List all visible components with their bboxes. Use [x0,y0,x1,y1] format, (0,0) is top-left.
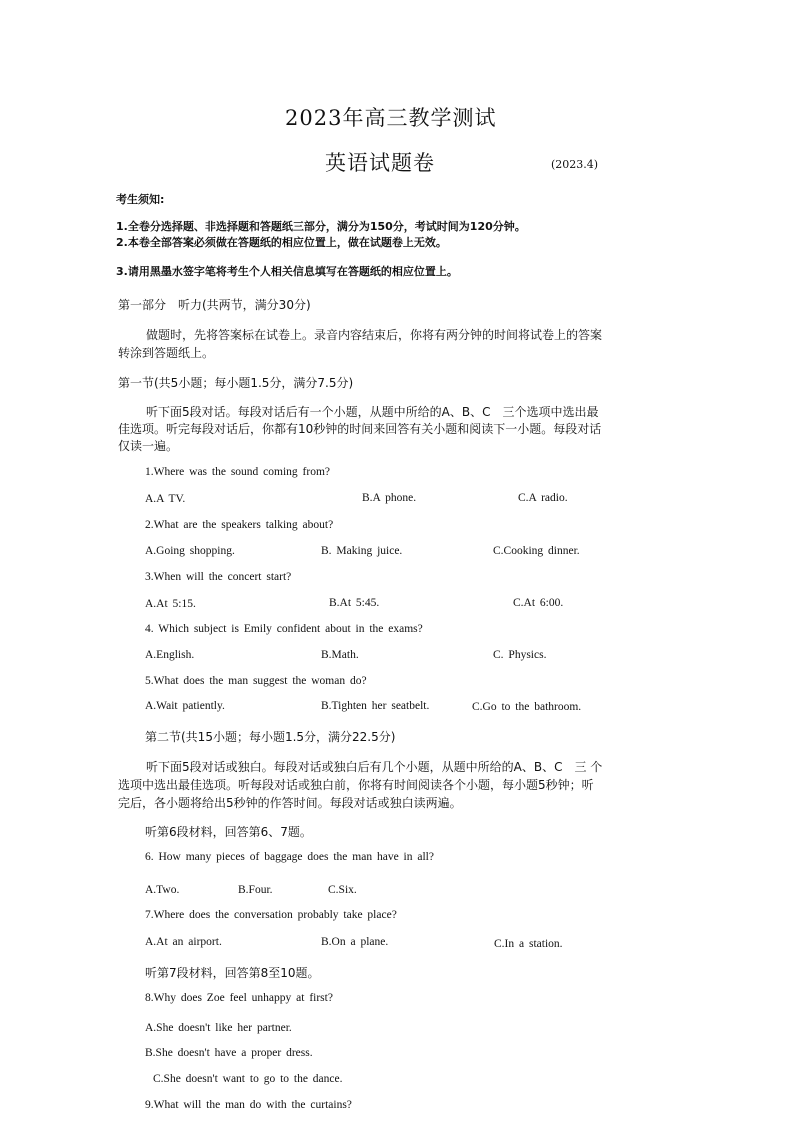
question-2: 2.What are the speakers talking about? [145,519,334,531]
material-7-heading: 听第7段材料，回答第8至10题。 [145,966,320,980]
question-9: 9.What will the man do with the curtains? [145,1099,352,1111]
option-b: B.On a plane. [321,936,389,948]
notice-item: 3.请用黑墨水签字笔将考生个人相关信息填写在答题纸的相应位置上。 [116,265,458,278]
page-subtitle: 英语试题卷 [325,151,435,175]
notice-label: 考生须知: [116,193,165,206]
option-b: B.She doesn't have a proper dress. [145,1047,313,1059]
question-3: 3.When will the concert start? [145,571,292,583]
option-b: B.Math. [321,649,359,661]
option-a: A.At 5:15. [145,598,196,610]
question-8: 8.Why does Zoe feel unhappy at first? [145,992,333,1004]
option-c: C.In a station. [494,938,563,950]
part1-instruction-line: 转涂到答题纸上。 [118,346,215,360]
question-4: 4. Which subject is Emily confident about in the exams? [145,623,423,635]
section1-instruction-line: 听下面5段对话。每段对话后有一个小题，从题中所给的A、B、C 三个选项中选出最 [146,405,599,419]
question-1: 1.Where was the sound coming from? [145,466,331,478]
option-b: B.At 5:45. [329,597,380,609]
option-a: A.Two. [145,884,180,896]
option-a: A.Going shopping. [145,545,235,557]
exam-date: (2023.4) [551,158,599,171]
notice-item: 1.全卷分选择题、非选择题和答题纸三部分，满分为150分，考试时间为120分钟。 [116,220,526,233]
option-a: A.Wait patiently. [145,700,225,712]
option-c: C. Physics. [493,649,547,661]
section1-heading: 第一节(共5小题；每小题1.5分，满分7.5分) [118,376,354,390]
option-b: B.Four. [238,884,273,896]
part1-instruction-line: 做题时，先将答案标在试卷上。录音内容结束后，你将有两分钟的时间将试卷上的答案 [146,328,603,342]
option-c: C.Cooking dinner. [493,545,580,557]
option-c: C.A radio. [518,492,568,504]
section2-instruction-line: 听下面5段对话或独白。每段对话或独白后有几个小题，从题中所给的A、B、C 三 个 [146,760,603,774]
section2-heading: 第二节(共15小题；每小题1.5分，满分22.5分) [145,730,396,744]
section2-instruction-line: 选项中选出最佳选项。听每段对话或独白前，你将有时间阅读各个小题，每小题5秒钟；听 [118,778,594,792]
material-6-heading: 听第6段材料，回答第6、7题。 [145,825,312,839]
option-a: A.English. [145,649,195,661]
section1-instruction-line: 佳选项。听完每段对话后，你都有10秒钟的时间来回答有关小题和阅读下一小题。每段对话 [118,422,602,436]
page-title: 2023年高三教学测试 [285,106,497,130]
question-6: 6. How many pieces of baggage does the man have in all? [145,851,434,863]
option-a: A.She doesn't like her partner. [145,1022,292,1034]
option-a: A.A TV. [145,493,186,505]
option-a: A.At an airport. [145,936,222,948]
option-c: C.Go to the bathroom. [472,701,582,713]
option-c: C.At 6:00. [513,597,564,609]
option-c: C.She doesn't want to go to the dance. [153,1073,343,1085]
question-5: 5.What does the man suggest the woman do? [145,675,367,687]
option-b: B. Making juice. [321,545,403,557]
part1-heading: 第一部分 听力(共两节，满分30分) [118,298,311,312]
option-b: B.A phone. [362,492,417,504]
section1-instruction-line: 仅读一遍。 [118,439,179,453]
section2-instruction-line: 完后，各小题将给出5秒钟的作答时间。每段对话或独白读两遍。 [118,796,462,810]
notice-item: 2.本卷全部答案必须做在答题纸的相应位置上，做在试题卷上无效。 [116,236,447,249]
option-c: C.Six. [328,884,357,896]
option-b: B.Tighten her seatbelt. [321,700,430,712]
question-7: 7.Where does the conversation probably take place? [145,909,397,921]
